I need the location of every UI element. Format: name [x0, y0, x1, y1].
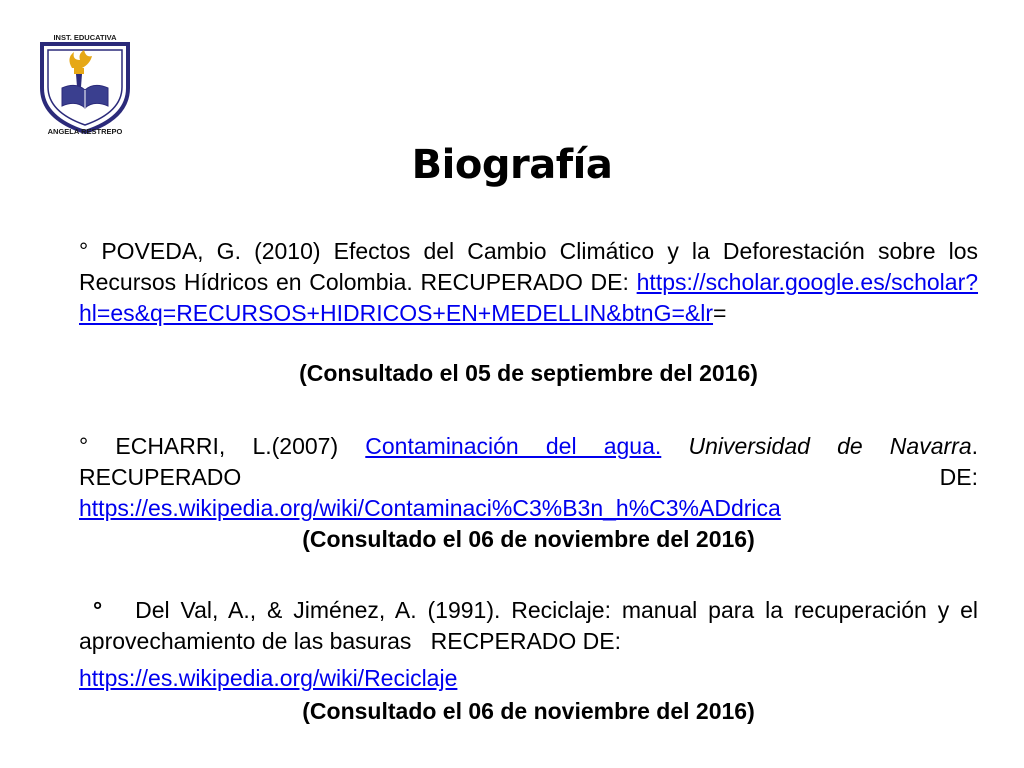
consulted-date: (Consultado el 06 de noviembre del 2016)	[302, 698, 755, 724]
page-title: Biografía	[411, 142, 613, 188]
reference-text: Del Val, A., & Jiménez, A. (1991). Reciclaje: manual para la recuperación y el aprovechamiento de las basuras RECPERADO DE:	[79, 597, 985, 654]
reference-text: POVEDA, G. (2010) Efectos del Cambio Climático y la Deforestación sobre los Recursos Hídricos en Colombia. RECUPERADO DE:	[79, 238, 978, 295]
reference-link[interactable]: https://es.wikipedia.org/wiki/Reciclaje	[79, 665, 458, 691]
reference-title-link[interactable]: Contaminación del agua.	[365, 433, 662, 459]
reference-publisher: Universidad de Navarra	[688, 433, 972, 459]
reference-1	[79, 236, 978, 329]
reference-2	[79, 431, 978, 524]
consulted-date: (Consultado el 05 de septiembre del 2016)	[299, 360, 758, 386]
bullet: °	[79, 238, 89, 264]
bullet: °	[93, 597, 103, 623]
consulted-date: (Consultado el 06 de noviembre del 2016)	[302, 526, 755, 552]
reference-link[interactable]: https://es.wikipedia.org/wiki/Contaminaci%C3%B3n_h%C3%ADdrica	[79, 495, 781, 521]
reference-3	[79, 595, 985, 694]
bullet: °	[79, 433, 89, 459]
reference-link[interactable]: https://scholar.google.es/scholar?hl=es&q=RECURSOS+HIDRICOS+EN+MEDELLIN&btnG=&lr	[79, 269, 979, 326]
reference-author: ECHARRI, L.(2007)	[115, 433, 339, 459]
url-suffix: =	[713, 300, 727, 326]
publisher-suffix: .	[971, 433, 979, 459]
de-label: DE:	[939, 464, 978, 490]
school-logo	[36, 30, 134, 136]
recuperado-label: RECUPERADO	[79, 464, 242, 490]
logo-top-text: INST. EDUCATIVA	[53, 33, 117, 42]
logo-bottom-text: ANGELA RESTREPO	[47, 127, 123, 136]
